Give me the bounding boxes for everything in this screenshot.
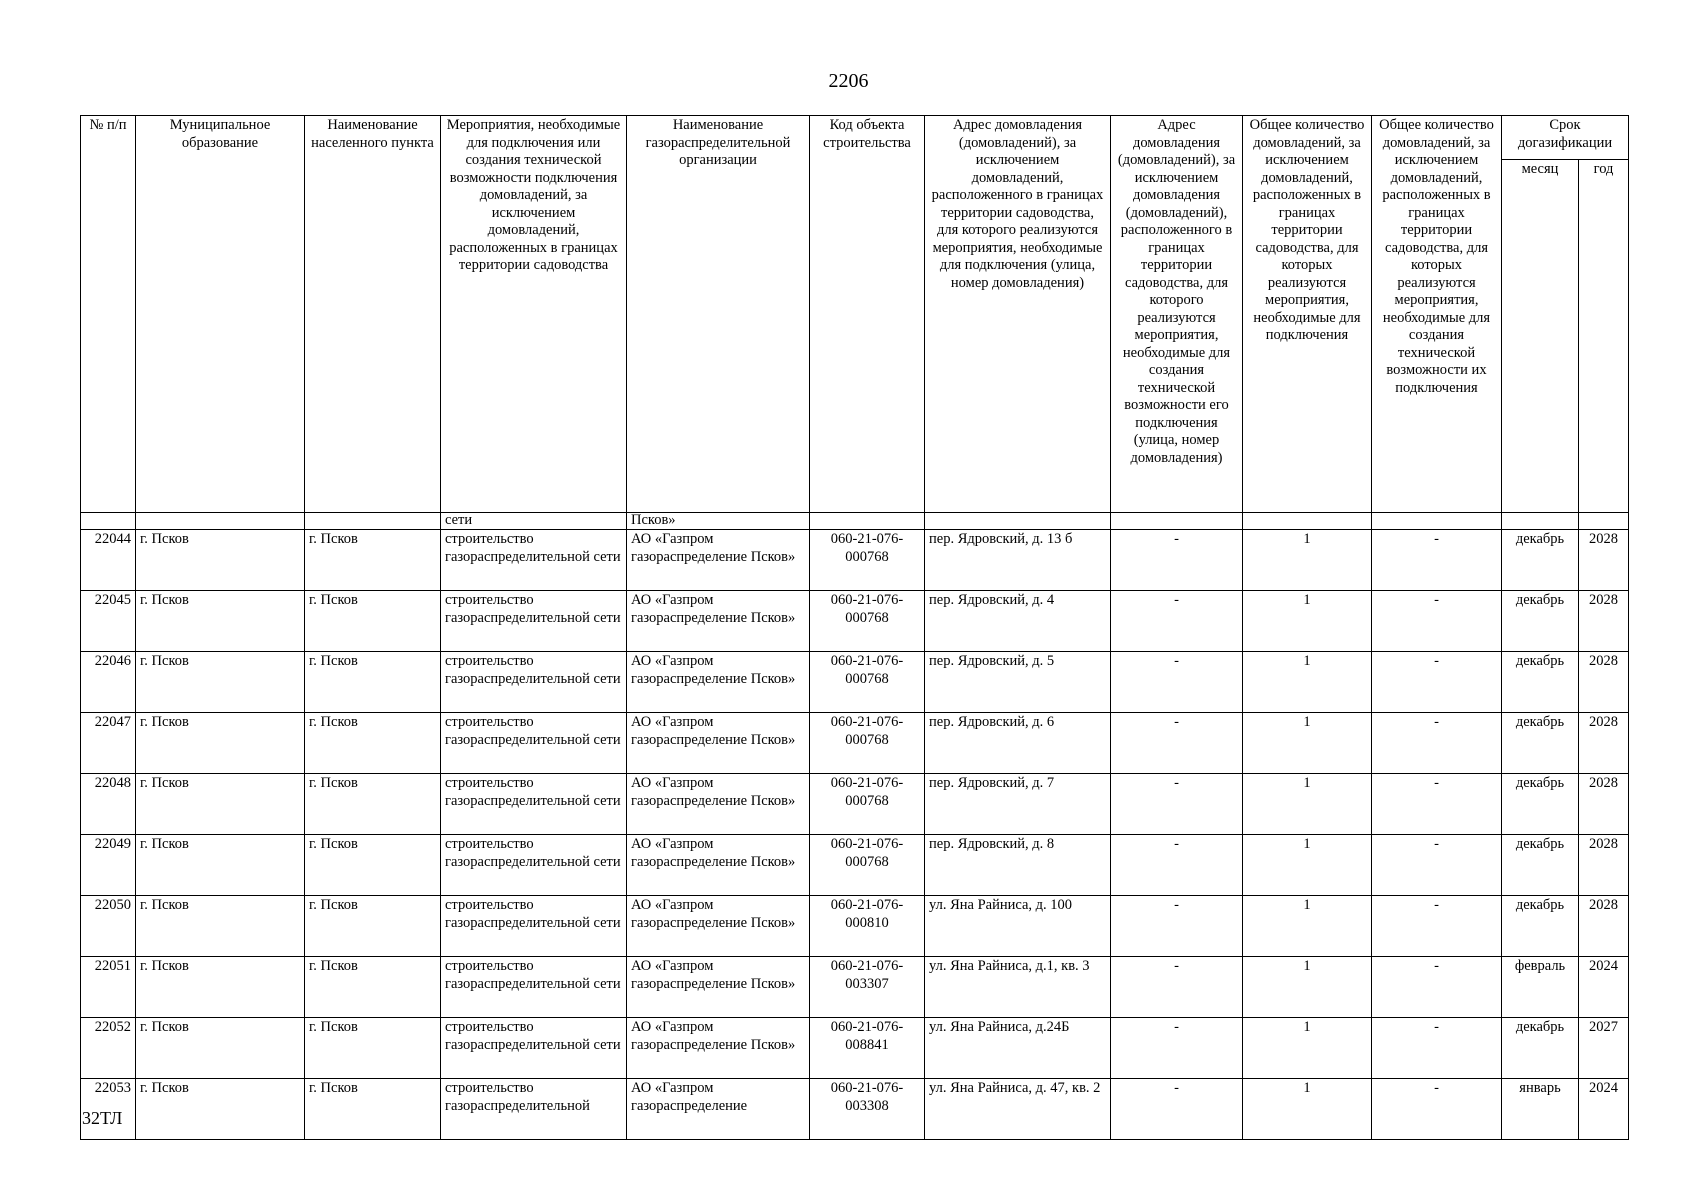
register-table xyxy=(80,115,1629,1140)
cell-year: 2024 xyxy=(1579,1079,1629,1140)
cell-year: 2028 xyxy=(1579,774,1629,835)
cell-address-capability: - xyxy=(1111,957,1243,1018)
cell-address: пер. Ядровский, д. 6 xyxy=(925,713,1111,774)
cell-gas-org: АО «Газпром газораспределение Псков» xyxy=(627,652,810,713)
cell-gas-org: АО «Газпром газораспределение Псков» xyxy=(627,896,810,957)
cell-month: декабрь xyxy=(1502,835,1579,896)
cell-object-code: 060-21-076-003308 xyxy=(810,1079,925,1140)
cell-year: 2028 xyxy=(1579,713,1629,774)
cell-measures: сети xyxy=(441,513,627,530)
cell-no: 22052 xyxy=(81,1018,136,1079)
cell-count-connect: 1 xyxy=(1243,1079,1372,1140)
cell-gas-org: АО «Газпром газораспределение Псков» xyxy=(627,835,810,896)
header-address-capability: Адрес домовладения (домовладений), за исключением домовладения (домовладений), расположенного в границах территории садоводства, для которого реализуются мероприятия, необходимые для создания технической возможности его подключения (улица, номер домовладения) xyxy=(1111,116,1243,513)
cell-count-connect: 1 xyxy=(1243,713,1372,774)
cell-year: 2028 xyxy=(1579,530,1629,591)
cell-measures: строительство газораспределительной сети xyxy=(441,774,627,835)
cell-year: 2028 xyxy=(1579,896,1629,957)
cell-empty xyxy=(1243,513,1372,530)
cell-address-capability: - xyxy=(1111,1018,1243,1079)
cell-municipality: г. Псков xyxy=(136,896,305,957)
table-row xyxy=(81,896,1629,957)
cell-address-capability: - xyxy=(1111,591,1243,652)
cell-gas-org: АО «Газпром газораспределение xyxy=(627,1079,810,1140)
cell-empty xyxy=(925,513,1111,530)
cell-month: декабрь xyxy=(1502,713,1579,774)
cell-empty xyxy=(81,513,136,530)
cell-empty xyxy=(1372,513,1502,530)
cell-empty xyxy=(1579,513,1629,530)
cell-month: январь xyxy=(1502,1079,1579,1140)
cell-no: 22053 xyxy=(81,1079,136,1140)
cell-municipality: г. Псков xyxy=(136,652,305,713)
cell-no: 22049 xyxy=(81,835,136,896)
cell-municipality: г. Псков xyxy=(136,591,305,652)
header-municipality: Муниципальное образование xyxy=(136,116,305,513)
cell-object-code: 060-21-076-000768 xyxy=(810,530,925,591)
table-row xyxy=(81,530,1629,591)
header-object-code: Код объекта строительства xyxy=(810,116,925,513)
cell-gas-org: АО «Газпром газораспределение Псков» xyxy=(627,957,810,1018)
cell-gas-org: АО «Газпром газораспределение Псков» xyxy=(627,713,810,774)
cell-no: 22048 xyxy=(81,774,136,835)
cell-address-capability: - xyxy=(1111,835,1243,896)
cell-empty xyxy=(810,513,925,530)
cell-address: ул. Яна Райниса, д.1, кв. 3 xyxy=(925,957,1111,1018)
cell-address-capability: - xyxy=(1111,530,1243,591)
cell-object-code: 060-21-076-000768 xyxy=(810,713,925,774)
cell-count-connect: 1 xyxy=(1243,591,1372,652)
header-month: месяц xyxy=(1502,160,1579,513)
cell-municipality: г. Псков xyxy=(136,530,305,591)
cell-settlement: г. Псков xyxy=(305,957,441,1018)
cell-count-connect: 1 xyxy=(1243,1018,1372,1079)
cell-empty xyxy=(1502,513,1579,530)
cell-address-capability: - xyxy=(1111,652,1243,713)
cell-gas-org: АО «Газпром газораспределение Псков» xyxy=(627,1018,810,1079)
cell-count-connect: 1 xyxy=(1243,530,1372,591)
header-no: № п/п xyxy=(81,116,136,513)
cell-measures: строительство газораспределительной сети xyxy=(441,835,627,896)
cell-address: ул. Яна Райниса, д. 100 xyxy=(925,896,1111,957)
cell-count-capability: - xyxy=(1372,774,1502,835)
cell-object-code: 060-21-076-008841 xyxy=(810,1018,925,1079)
cell-no: 22044 xyxy=(81,530,136,591)
cell-month: декабрь xyxy=(1502,652,1579,713)
cell-settlement: г. Псков xyxy=(305,530,441,591)
cell-count-connect: 1 xyxy=(1243,957,1372,1018)
cell-gas-org: АО «Газпром газораспределение Псков» xyxy=(627,530,810,591)
header-measures: Мероприятия, необходимые для подключения или создания технической возможности подключения домовладений, за исключением домовладений, расположенных в границах территории садоводства xyxy=(441,116,627,513)
table-row xyxy=(81,835,1629,896)
cell-address-capability: - xyxy=(1111,1079,1243,1140)
table-body xyxy=(81,513,1629,1140)
cell-gas-org: АО «Газпром газораспределение Псков» xyxy=(627,591,810,652)
header-address-connect: Адрес домовладения (домовладений), за исключением домовладений, расположенного в границах территории садоводства, для которого реализуются мероприятия, необходимые для подключения (улица, номер домовладения) xyxy=(925,116,1111,513)
header-year: год xyxy=(1579,160,1629,513)
cell-object-code: 060-21-076-000768 xyxy=(810,835,925,896)
cell-settlement: г. Псков xyxy=(305,774,441,835)
cell-count-connect: 1 xyxy=(1243,652,1372,713)
cell-no: 22046 xyxy=(81,652,136,713)
cell-address: ул. Яна Райниса, д.24Б xyxy=(925,1018,1111,1079)
cell-count-capability: - xyxy=(1372,1018,1502,1079)
cell-address: пер. Ядровский, д. 8 xyxy=(925,835,1111,896)
cell-count-capability: - xyxy=(1372,957,1502,1018)
table-row xyxy=(81,713,1629,774)
table-row xyxy=(81,774,1629,835)
cell-count-capability: - xyxy=(1372,1079,1502,1140)
cell-municipality: г. Псков xyxy=(136,835,305,896)
table-row xyxy=(81,1018,1629,1079)
cell-municipality: г. Псков xyxy=(136,957,305,1018)
cell-count-capability: - xyxy=(1372,713,1502,774)
table-row xyxy=(81,591,1629,652)
cell-municipality: г. Псков xyxy=(136,1079,305,1140)
cell-address-capability: - xyxy=(1111,896,1243,957)
cell-address: пер. Ядровский, д. 7 xyxy=(925,774,1111,835)
cell-address-capability: - xyxy=(1111,774,1243,835)
cell-no: 22045 xyxy=(81,591,136,652)
cell-year: 2024 xyxy=(1579,957,1629,1018)
cell-measures: строительство газораспределительной xyxy=(441,1079,627,1140)
header-deadline: Срок догазификации xyxy=(1502,116,1629,160)
cell-month: декабрь xyxy=(1502,896,1579,957)
cell-municipality: г. Псков xyxy=(136,774,305,835)
cell-settlement: г. Псков xyxy=(305,713,441,774)
page-number: 2206 xyxy=(828,70,869,92)
cell-count-capability: - xyxy=(1372,835,1502,896)
cell-object-code: 060-21-076-000768 xyxy=(810,774,925,835)
cell-no: 22047 xyxy=(81,713,136,774)
cell-settlement: г. Псков xyxy=(305,1018,441,1079)
cell-measures: строительство газораспределительной сети xyxy=(441,1018,627,1079)
table-header xyxy=(81,116,1629,513)
cell-object-code: 060-21-076-000768 xyxy=(810,652,925,713)
cell-settlement: г. Псков xyxy=(305,591,441,652)
cell-gas-org: Псков» xyxy=(627,513,810,530)
document-code: 32ТЛ xyxy=(82,1108,123,1128)
cell-month: декабрь xyxy=(1502,1018,1579,1079)
cell-settlement: г. Псков xyxy=(305,652,441,713)
header-total-capability: Общее количество домовладений, за исключением домовладений, расположенных в границах территории садоводства, для которых реализуются мероприятия, необходимые для создания технической возможности их подключения xyxy=(1372,116,1502,513)
cell-count-capability: - xyxy=(1372,652,1502,713)
cell-empty xyxy=(305,513,441,530)
table-row xyxy=(81,957,1629,1018)
cell-empty xyxy=(136,513,305,530)
header-gas-org: Наименование газораспределительной организации xyxy=(627,116,810,513)
cell-year: 2027 xyxy=(1579,1018,1629,1079)
cell-address: пер. Ядровский, д. 5 xyxy=(925,652,1111,713)
cell-settlement: г. Псков xyxy=(305,835,441,896)
cell-measures: строительство газораспределительной сети xyxy=(441,530,627,591)
cell-count-capability: - xyxy=(1372,530,1502,591)
header-settlement: Наименование населенного пункта xyxy=(305,116,441,513)
cell-year: 2028 xyxy=(1579,835,1629,896)
cell-measures: строительство газораспределительной сети xyxy=(441,896,627,957)
cell-object-code: 060-21-076-003307 xyxy=(810,957,925,1018)
cell-settlement: г. Псков xyxy=(305,1079,441,1140)
table-row xyxy=(81,652,1629,713)
cell-no: 22051 xyxy=(81,957,136,1018)
cell-object-code: 060-21-076-000768 xyxy=(810,591,925,652)
continuation-row xyxy=(81,513,1629,530)
cell-address: пер. Ядровский, д. 13 б xyxy=(925,530,1111,591)
cell-gas-org: АО «Газпром газораспределение Псков» xyxy=(627,774,810,835)
cell-month: декабрь xyxy=(1502,530,1579,591)
cell-count-capability: - xyxy=(1372,896,1502,957)
cell-measures: строительство газораспределительной сети xyxy=(441,591,627,652)
cell-settlement: г. Псков xyxy=(305,896,441,957)
cell-object-code: 060-21-076-000810 xyxy=(810,896,925,957)
cell-count-capability: - xyxy=(1372,591,1502,652)
cell-measures: строительство газораспределительной сети xyxy=(441,652,627,713)
cell-measures: строительство газораспределительной сети xyxy=(441,713,627,774)
cell-municipality: г. Псков xyxy=(136,1018,305,1079)
cell-address-capability: - xyxy=(1111,713,1243,774)
cell-count-connect: 1 xyxy=(1243,774,1372,835)
cell-municipality: г. Псков xyxy=(136,713,305,774)
cell-month: декабрь xyxy=(1502,591,1579,652)
cell-month: декабрь xyxy=(1502,774,1579,835)
cell-count-connect: 1 xyxy=(1243,896,1372,957)
cell-no: 22050 xyxy=(81,896,136,957)
cell-empty xyxy=(1111,513,1243,530)
cell-measures: строительство газораспределительной сети xyxy=(441,957,627,1018)
cell-year: 2028 xyxy=(1579,652,1629,713)
cell-address: ул. Яна Райниса, д. 47, кв. 2 xyxy=(925,1079,1111,1140)
cell-count-connect: 1 xyxy=(1243,835,1372,896)
table-row xyxy=(81,1079,1629,1140)
cell-address: пер. Ядровский, д. 4 xyxy=(925,591,1111,652)
cell-month: февраль xyxy=(1502,957,1579,1018)
header-total-connect: Общее количество домовладений, за исключением домовладений, расположенных в границах территории садоводства, для которых реализуются мероприятия, необходимые для подключения xyxy=(1243,116,1372,513)
cell-year: 2028 xyxy=(1579,591,1629,652)
